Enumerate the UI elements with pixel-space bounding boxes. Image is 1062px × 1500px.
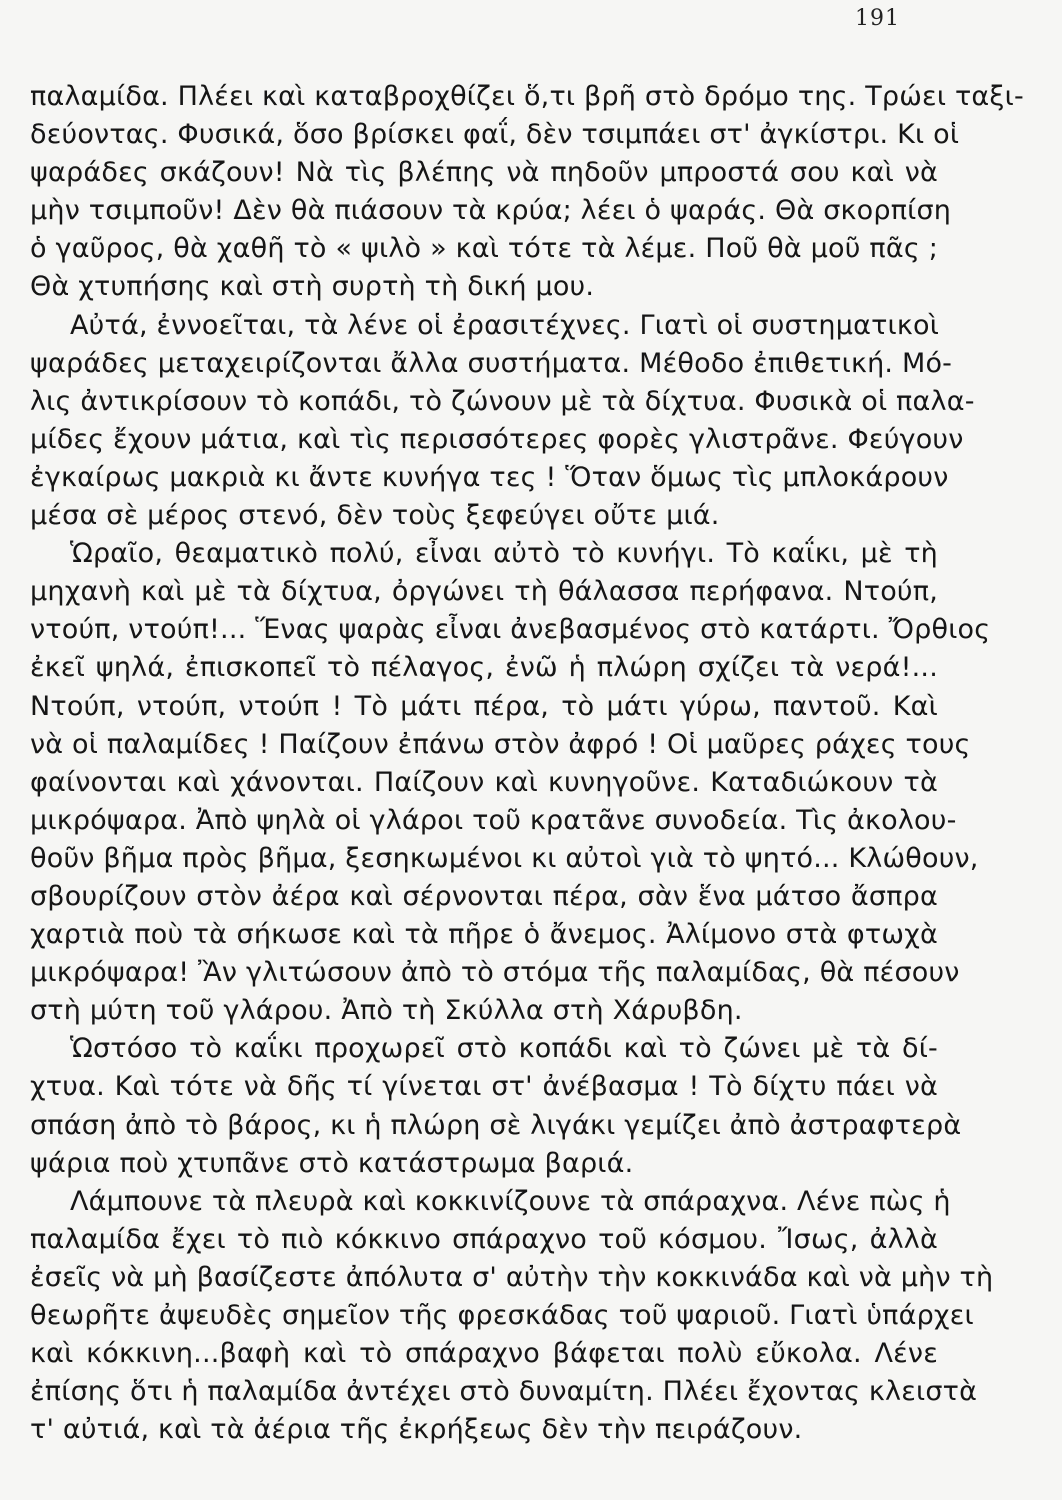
text-line: ψάρια ποὺ χτυπᾶνε στὸ κατάστρωμα βαριά. (30, 1147, 634, 1179)
text-line: Αὐτά, ἐννοεῖται, τὰ λένε οἱ ἐρασιτέχνες. Γιατὶ οἱ συστηματικοὶ (70, 309, 940, 341)
text-line: θοῦν βῆμα πρὸς βῆμα, ξεσηκωμένοι κι αὐτοὶ γιὰ τὸ ψητό... Κλώθουν, (30, 842, 979, 874)
text-line: στὴ μύτη τοῦ γλάρου. Ἀπὸ τὴ Σκύλλα στὴ Χάρυβδη. (30, 995, 743, 1027)
text-line: μέσα σὲ μέρος στενό, δὲν τοὺς ξεφεύγει οὔτε μιά. (30, 500, 720, 532)
text-line: μικρόψαρα. Ἀπὸ ψηλὰ οἱ γλάροι τοῦ κρατᾶνε συνοδεία. Τὶς ἀκολου- (30, 804, 957, 836)
text-line: θεωρῆτε ἀψευδὲς σημεῖον τῆς φρεσκάδας τοῦ ψαριοῦ. Γιατὶ ὑπάρχει (30, 1300, 974, 1331)
text-line: Ὡστόσο τὸ καΐκι προχωρεῖ στὸ κοπάδι καὶ τὸ ζώνει μὲ τὰ δί- (70, 1033, 938, 1065)
text-line: Ντούπ, ντούπ, ντούπ ! Τὸ μάτι πέρα, τὸ μάτι γύρω, παντοῦ. Καὶ (30, 690, 938, 722)
text-line: νὰ οἱ παλαμίδες ! Παίζουν ἐπάνω στὸν ἀφρό ! Οἱ μαῦρες ράχες τους (30, 728, 971, 760)
text-line: ἐγκαίρως μακριὰ κι ἄντε κυνήγα τες ! Ὅταν ὅμως τὶς μπλοκάρουν (30, 461, 949, 493)
body-text (30, 78, 1024, 1449)
text-line: μίδες ἔχουν μάτια, καὶ τὶς περισσότερες φορὲς γλιστρᾶνε. Φεύγουν (30, 423, 964, 455)
text-line: καὶ κόκκινη...βαφὴ καὶ τὸ σπάραχνο βάφεται πολὺ εὔκολα. Λένε (30, 1338, 938, 1370)
text-line: σπάση ἀπὸ τὸ βάρος, κι ἡ πλώρη σὲ λιγάκι γεμίζει ἀπὸ ἀστραφτερὰ (30, 1109, 962, 1141)
text-line: χτυα. Καὶ τότε νὰ δῆς τί γίνεται στ' ἀνέβασμα ! Τὸ δίχτυ πάει νὰ (30, 1071, 938, 1103)
text-line: μικρόψαρα! Ἂν γλιτώσουν ἀπὸ τὸ στόμα τῆς παλαμίδας, θὰ πέσουν (30, 957, 960, 989)
text-line: Θὰ χτυπήσης καὶ στὴ συρτὴ τὴ δική μου. (30, 271, 595, 303)
text-line: παλαμίδα ἔχει τὸ πιὸ κόκκινο σπάραχνο τοῦ κόσμου. Ἴσως, ἀλλὰ (30, 1223, 938, 1255)
text-line: παλαμίδα. Πλέει καὶ καταβροχθίζει ὅ,τι βρῆ στὸ δρόμο της. Τρώει ταξι- (30, 81, 1024, 112)
text-line: ἐκεῖ ψηλά, ἐπισκοπεῖ τὸ πέλαγος, ἐνῶ ἡ πλώρη σχίζει τὰ νερά!... (30, 652, 938, 684)
text-line: φαίνονται καὶ χάνονται. Παίζουν καὶ κυνηγοῦνε. Καταδιώκουν τὰ (30, 766, 938, 798)
text-line: ψαράδες μεταχειρίζονται ἄλλα συστήματα. Μέθοδο ἐπιθετική. Μό- (30, 347, 953, 379)
page-number: 191 (855, 6, 900, 31)
text-line: ὁ γαῦρος, θὰ χαθῆ τὸ « ψιλὸ » καὶ τότε τὰ λέμε. Ποῦ θὰ μοῦ πᾶς ; (30, 233, 938, 265)
text-line: δεύοντας. Φυσικά, ὅσο βρίσκει φαΐ, δὲν τσιμπάει στ' ἀγκίστρι. Κι οἱ (30, 119, 960, 151)
text-line: σβουρίζουν στὸν ἀέρα καὶ σέρνονται πέρα, σὰν ἕνα μάτσο ἄσπρα (30, 880, 938, 912)
text-line: Λάμπουνε τὰ πλευρὰ καὶ κοκκινίζουνε τὰ σπάραχνα. Λένε πὼς ἡ (70, 1185, 951, 1217)
text-line: ψαράδες σκάζουν! Νὰ τὶς βλέπης νὰ πηδοῦν μπροστά σου καὶ νὰ (30, 157, 938, 189)
text-line: ντούπ, ντούπ!... Ἕνας ψαρὰς εἶναι ἀνεβασμένος στὸ κατάρτι. Ὄρθιος (30, 614, 991, 646)
text-line: ἐπίσης ὅτι ἡ παλαμίδα ἀντέχει στὸ δυναμίτη. Πλέει ἔχοντας κλειστὰ (30, 1376, 978, 1408)
text-line: Ὡραῖο, θεαματικὸ πολύ, εἶναι αὐτὸ τὸ κυνήγι. Τὸ καΐκι, μὲ τὴ (70, 538, 938, 570)
text-line: μηχανὴ καὶ μὲ τὰ δίχτυα, ὀργώνει τὴ θάλασσα περήφανα. Ντούπ, (30, 576, 938, 608)
text-line: λις ἀντικρίσουν τὸ κοπάδι, τὸ ζώνουν μὲ τὰ δίχτυα. Φυσικὰ οἱ παλα- (30, 385, 975, 417)
text-line: τ' αὐτιά, καὶ τὰ ἀέρια τῆς ἐκρήξεως δὲν τὴν πειράζουν. (30, 1414, 803, 1446)
text-line: ἐσεῖς νὰ μὴ βασίζεστε ἀπόλυτα σ' αὐτὴν τὴν κοκκινάδα καὶ νὰ μὴν τὴ (30, 1261, 994, 1293)
text-line: χαρτιὰ ποὺ τὰ σήκωσε καὶ τὰ πῆρε ὁ ἄνεμος. Ἀλίμονο στὰ φτωχὰ (30, 919, 938, 951)
text-line: μὴν τσιμποῦν! Δὲν θὰ πιάσουν τὰ κρύα; λέει ὁ ψαράς. Θὰ σκορπίση (30, 195, 952, 227)
